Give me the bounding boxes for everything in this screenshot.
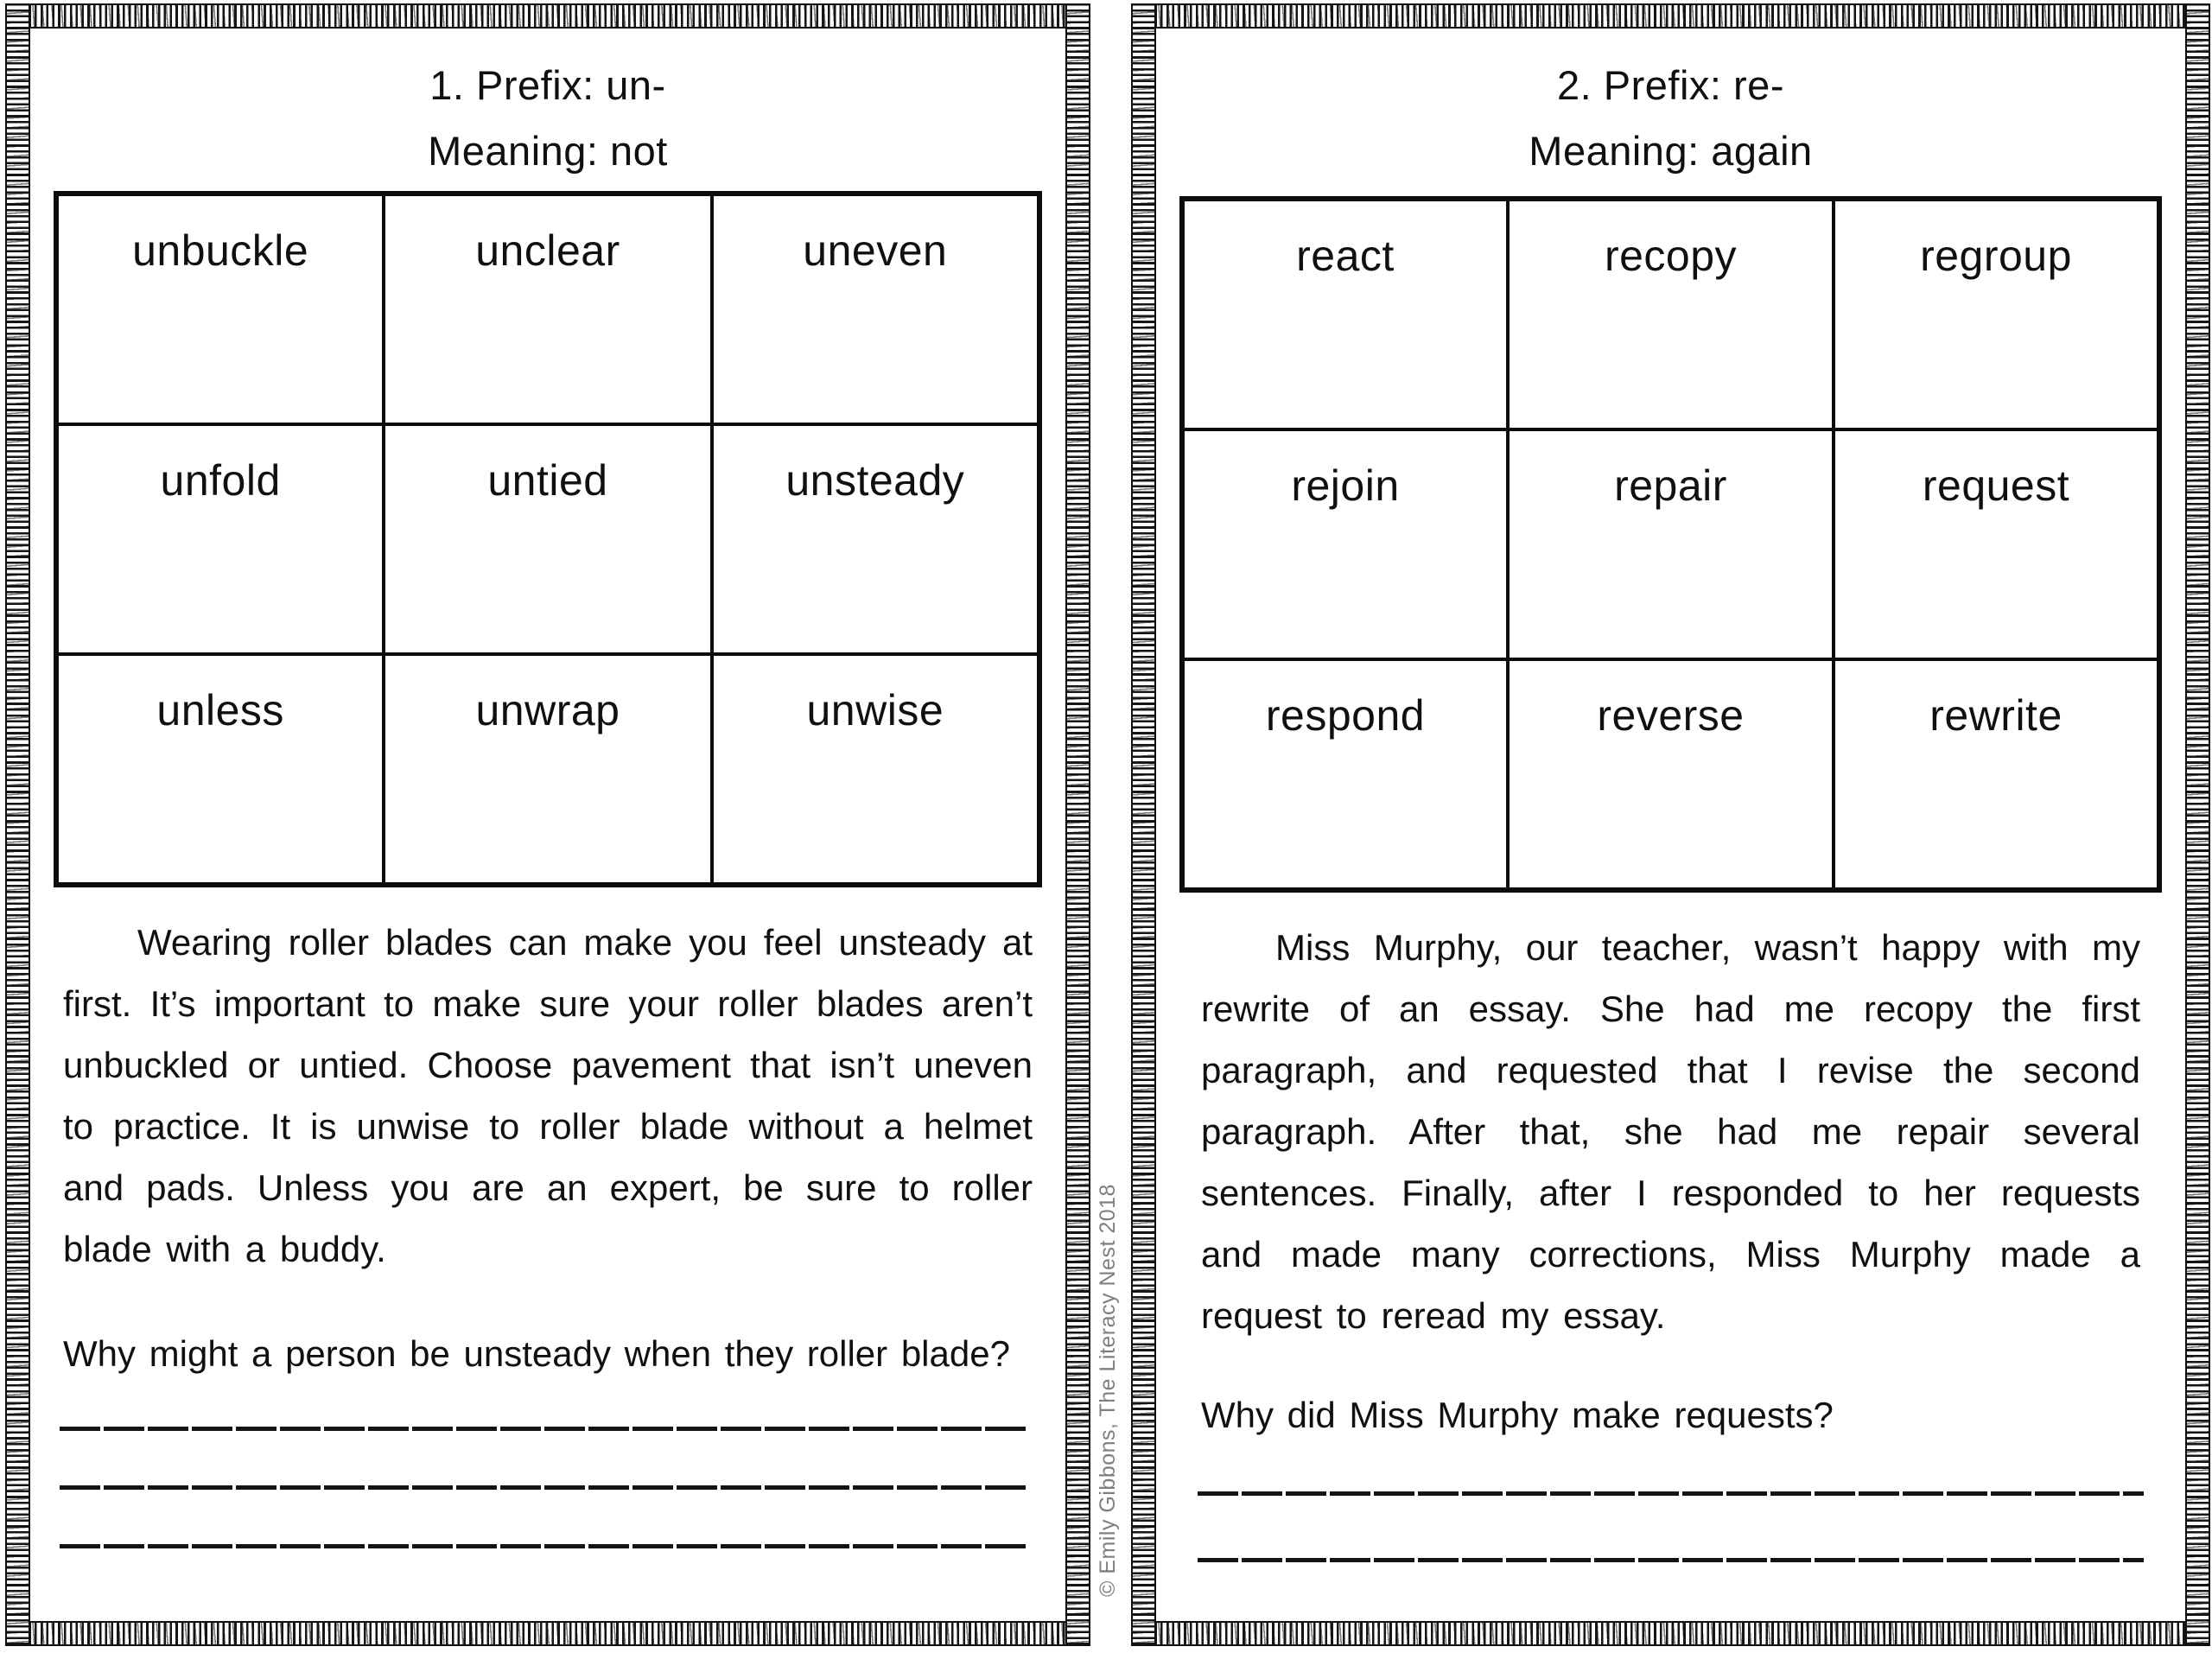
meaning-title: Meaning: again	[1529, 128, 1813, 174]
word-grid-row	[56, 424, 1039, 654]
word-cell: rejoin	[1182, 429, 1508, 659]
answer-line	[60, 1485, 1029, 1490]
question-text: Why might a person be unsteady when they roller blade?	[63, 1333, 1010, 1374]
passage-text: Wearing roller blades can make you feel unsteady at first. It’s important to make sure your roller blades aren’t unbuckled or untied. Choose pavement that isn’t uneven to practice. It is unwise to roller blade without a helmet and pads. Unless you are an expert, be sure to roller blade with a buddy.	[63, 922, 1033, 1269]
word-cell: unless	[56, 654, 384, 885]
word-cell: unbuckle	[56, 194, 384, 424]
striped-border-bottom	[5, 1621, 1090, 1646]
answer-area	[60, 1427, 1029, 1548]
card-1-header	[30, 53, 1065, 184]
word-cell: request	[1834, 429, 2159, 659]
word-cell: recopy	[1508, 199, 1834, 429]
striped-border-top	[5, 3, 1090, 29]
worksheet-card-2	[1131, 3, 2210, 1646]
word-cell: rewrite	[1834, 659, 2159, 890]
word-grid-row	[56, 654, 1039, 885]
word-cell: respond	[1182, 659, 1508, 890]
striped-border-left	[1131, 3, 1156, 1646]
word-grid	[54, 191, 1042, 887]
answer-area	[1198, 1491, 2144, 1621]
word-cell: unfold	[56, 424, 384, 654]
word-cell: untied	[384, 424, 711, 654]
word-cell: reverse	[1508, 659, 1834, 890]
word-grid-row	[1182, 199, 2159, 429]
word-cell: regroup	[1834, 199, 2159, 429]
card-1-content	[30, 29, 1065, 1621]
striped-border-bottom	[1131, 1621, 2210, 1646]
answer-line	[1198, 1491, 2144, 1496]
word-grid-row	[1182, 659, 2159, 890]
word-grid-row	[1182, 429, 2159, 659]
word-cell: uneven	[712, 194, 1039, 424]
word-cell: unsteady	[712, 424, 1039, 654]
word-cell: repair	[1508, 429, 1834, 659]
striped-border-top	[1131, 3, 2210, 29]
meaning-title: Meaning: not	[428, 128, 668, 174]
prefix-title: 2. Prefix: re-	[1557, 62, 1784, 108]
prefix-title: 1. Prefix: un-	[429, 62, 666, 108]
answer-line	[1198, 1558, 2144, 1562]
striped-border-right	[1065, 3, 1090, 1646]
copyright-text: © Emily Gibbons, The Literacy Nest 2018	[1096, 1184, 1120, 1597]
question-text: Why did Miss Murphy make requests?	[1201, 1395, 1834, 1435]
card-2-header	[1156, 53, 2185, 184]
worksheet-card-1	[5, 3, 1090, 1646]
card-2-content	[1156, 29, 2185, 1621]
word-cell: unclear	[384, 194, 711, 424]
answer-line	[60, 1427, 1029, 1431]
word-grid	[1179, 196, 2162, 893]
word-grid-row	[56, 194, 1039, 424]
passage-text: Miss Murphy, our teacher, wasn’t happy with my rewrite of an essay. She had me recopy the first paragraph, and requested that I revise the second paragraph. After that, she had me repair several sentences. Finally, after I responded to her requests and made many corrections, Miss Murphy made a request to reread my essay.	[1201, 927, 2140, 1336]
striped-border-right	[2185, 3, 2210, 1646]
word-cell: unwise	[712, 654, 1039, 885]
striped-border-left	[5, 3, 30, 1646]
answer-line	[60, 1544, 1029, 1548]
word-cell: unwrap	[384, 654, 711, 885]
word-cell: react	[1182, 199, 1508, 429]
